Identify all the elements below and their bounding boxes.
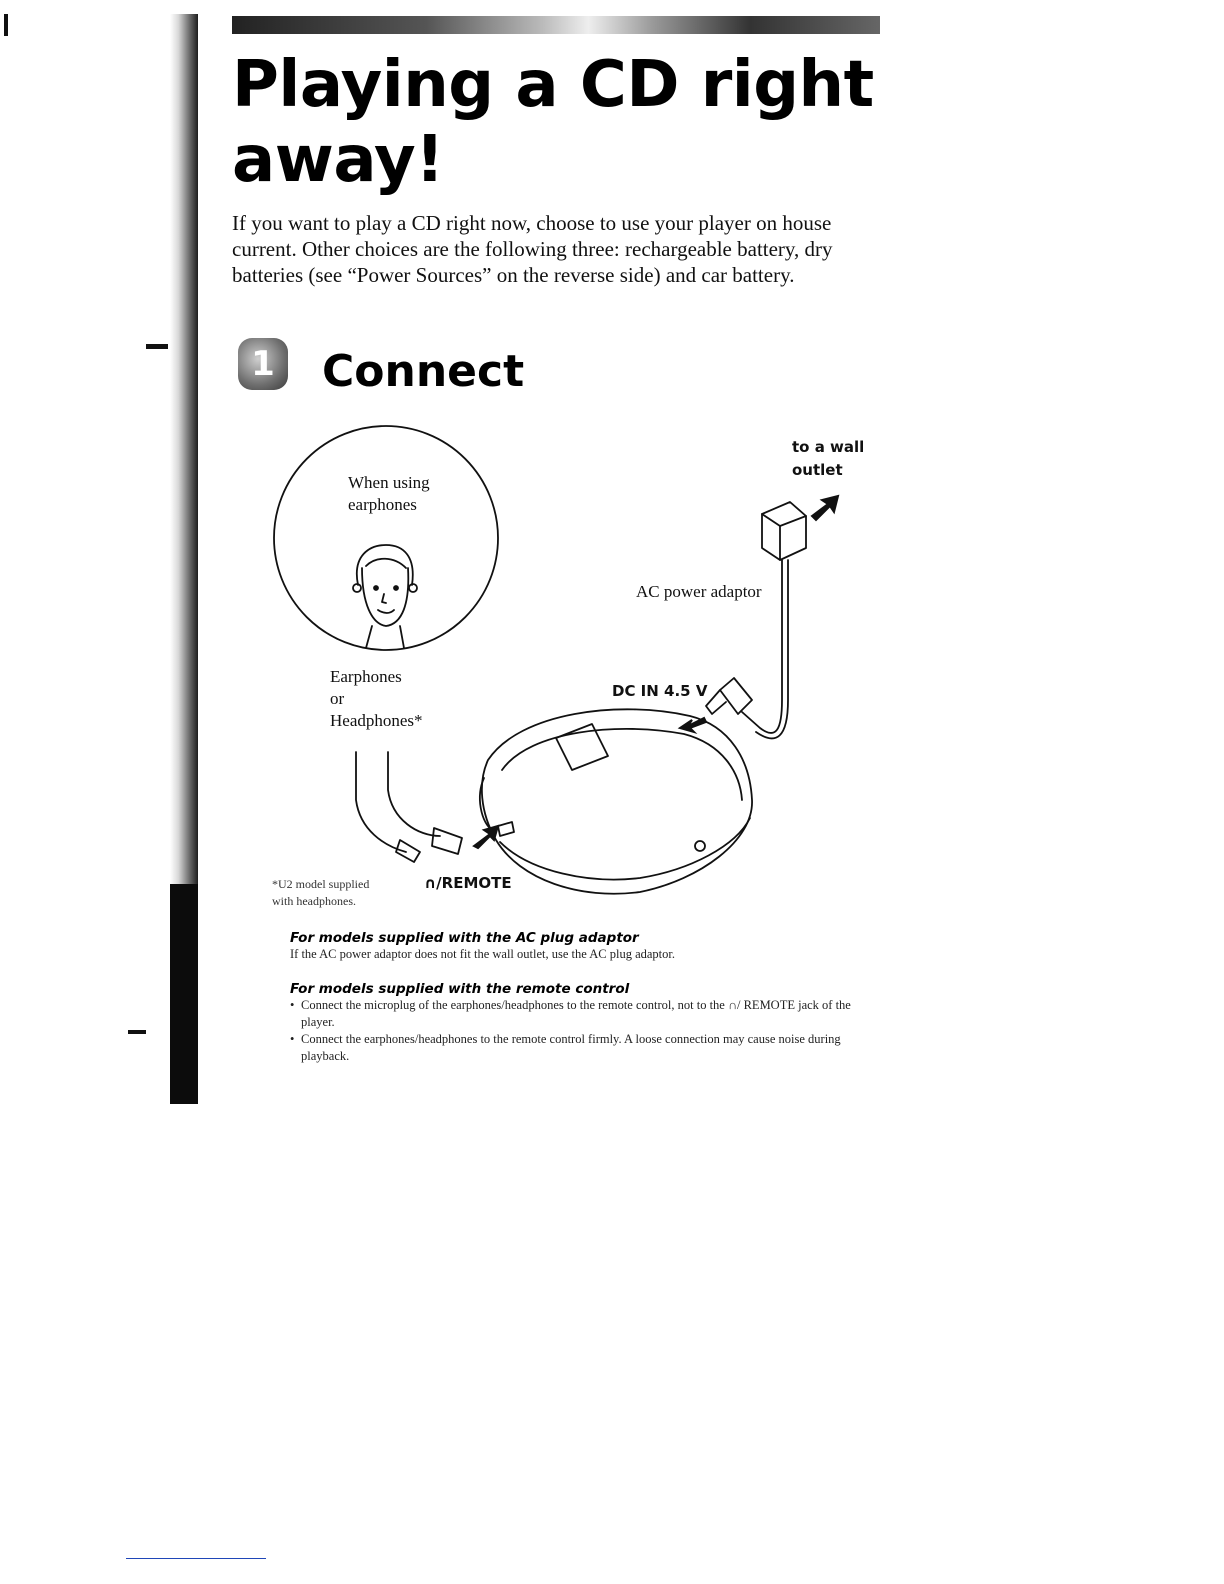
list-item: • Connect the earphones/headphones to the remote control firmly. A loose connection may cause noise during playback. (290, 1031, 870, 1065)
notes-section (290, 930, 870, 1065)
footer-rule (126, 1558, 266, 1559)
earphones-inset-circle (274, 426, 498, 650)
ac-plug-note-text: If the AC power adaptor does not fit the wall outlet, use the AC plug adaptor. (290, 947, 675, 961)
remote-jack-label: ∩/REMOTE (424, 874, 512, 892)
dc-plug-illustration (706, 678, 752, 714)
ac-adaptor-label: AC power adaptor (636, 582, 762, 601)
intro-paragraph: If you want to play a CD right now, choose to use your player on house current. Other choices are the following three: rechargeable battery, dry batteries (see “Power Sources” on the reverse side) and car battery. (232, 211, 833, 287)
u2-model-note (272, 876, 369, 910)
ac-adaptor-illustration (762, 502, 806, 560)
earphones-label (330, 666, 423, 732)
dc-in-label: DC IN 4.5 V (612, 682, 708, 700)
page-title-line-1: Playing a CD right (232, 48, 874, 122)
wall-outlet-label: to a wall outlet (792, 438, 865, 479)
earphone-cord-illustration (356, 752, 462, 862)
step-number-badge: 1 (238, 338, 288, 390)
page-title-line-2: away! (232, 122, 444, 197)
u2-note-line-2: with headphones. (272, 894, 356, 908)
dc-in-arrow (680, 718, 706, 732)
ac-plug-note-title: For models supplied with the AC plug adaptor (290, 930, 639, 946)
remote-jack-arrow (474, 826, 498, 848)
earphones-label-line-1: Earphones (330, 667, 402, 686)
earphones-label-line-2: or (330, 689, 345, 708)
u2-note-line-1: *U2 model supplied (272, 877, 370, 891)
wall-outlet-arrow (812, 496, 838, 520)
inset-label: When using earphones (348, 473, 430, 514)
step-heading: Connect (322, 346, 525, 397)
remote-note-list (290, 997, 870, 1065)
earphones-label-line-3: Headphones* (330, 711, 423, 730)
list-item: • Connect the microplug of the earphones/headphones to the remote control, not to the ∩/ REMOTE jack of the player. (290, 997, 870, 1031)
cd-player-illustration (480, 709, 752, 893)
person-face-illustration (353, 545, 417, 648)
remote-note-title: For models supplied with the remote control (290, 981, 630, 997)
